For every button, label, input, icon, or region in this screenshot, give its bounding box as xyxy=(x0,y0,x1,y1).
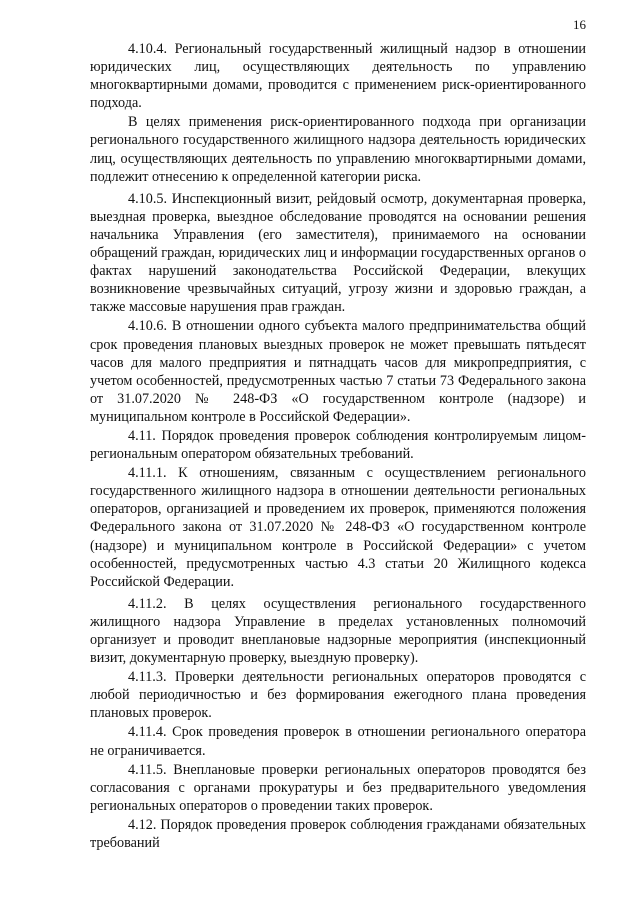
paragraph-4-11-2: 4.11.2. В целях осуществления регионального государственного жилищного надзора Управление в пределах установленных полномочий организует и проводит внеплановые надзорные мероприятия (инспекционный визит, документарную проверку, выездную проверку). xyxy=(90,595,586,667)
paragraph-4-10-6: 4.10.6. В отношении одного субъекта малого предпринимательства общий срок проведения плановых выездных проверок не может превышать пятьдесят часов для малого предприятия и пятнадцать часов для микропредприятия, с учетом особенностей, предусмотренных частью 7 статьи 73 Федерального закона от 31.07.2020 № 248-ФЗ «О государственном контроле (надзоре) и муниципальном контроле в Российской Федерации». xyxy=(90,318,586,425)
paragraph-4-11-5: 4.11.5. Внеплановые проверки региональных операторов проводятся без согласования с органами прокуратуры и без предварительного уведомления региональных операторов о проведении таких проверок. xyxy=(90,761,586,814)
paragraph-risk-category: В целях применения риск-ориентированного подхода при организации регионального государственного жилищного надзора деятельность юридических лиц, осуществляющих деятельность по управлению многоквартирными домами, подлежит отнесению к определенной категории риска. xyxy=(90,114,586,185)
paragraph-4-10-4: 4.10.4. Региональный государственный жилищный надзор в отношении юридических лиц, осуществляющих деятельность по управлению многоквартирными домами, проводится с применением риск-ориентированного подхода. xyxy=(90,41,586,112)
paragraph-4-11-4: 4.11.4. Срок проведения проверок в отношении регионального оператора не ограничивается. xyxy=(90,724,586,759)
page-number: 16 xyxy=(573,17,586,32)
paragraph-4-11: 4.11. Порядок проведения проверок соблюдения контролируемым лицом- региональным оператором обязательных требований. xyxy=(90,427,586,463)
document-body xyxy=(90,40,586,853)
paragraph-4-11-1: 4.11.1. К отношениям, связанным с осуществлением регионального государственного жилищного надзора в отношении деятельности региональных операторов, организацией и проведением их проверок, применяются положения Федерального закона от 31.07.2020 № 248-ФЗ «О государственном контроле (надзоре) и муниципальном контроле в Российской Федерации» с учетом особенностей, предусмотренных частью 4.3 статьи 20 Жилищного кодекса Российской Федерации. xyxy=(90,465,586,590)
paragraph-4-12: 4.12. Порядок проведения проверок соблюдения гражданами обязательных требований xyxy=(90,816,586,852)
paragraph-4-10-5: 4.10.5. Инспекционный визит, рейдовый осмотр, документарная проверка, выездная проверка, выездное обследование проводятся на основании решения начальника Управления (его заместителя), принимаемого на основании обращений граждан, юридических лиц и информации государственных органов о фактах нарушений законодательства Российской Федерации, влекущих возникновение чрезвычайных ситуаций, угрозу жизни и здоровью граждан, а также массовые нарушения прав граждан. xyxy=(90,190,586,316)
paragraph-4-11-3: 4.11.3. Проверки деятельности региональных операторов проводятся с любой периодичностью и без формирования ежегодного плана проведения плановых проверок. xyxy=(90,669,586,722)
